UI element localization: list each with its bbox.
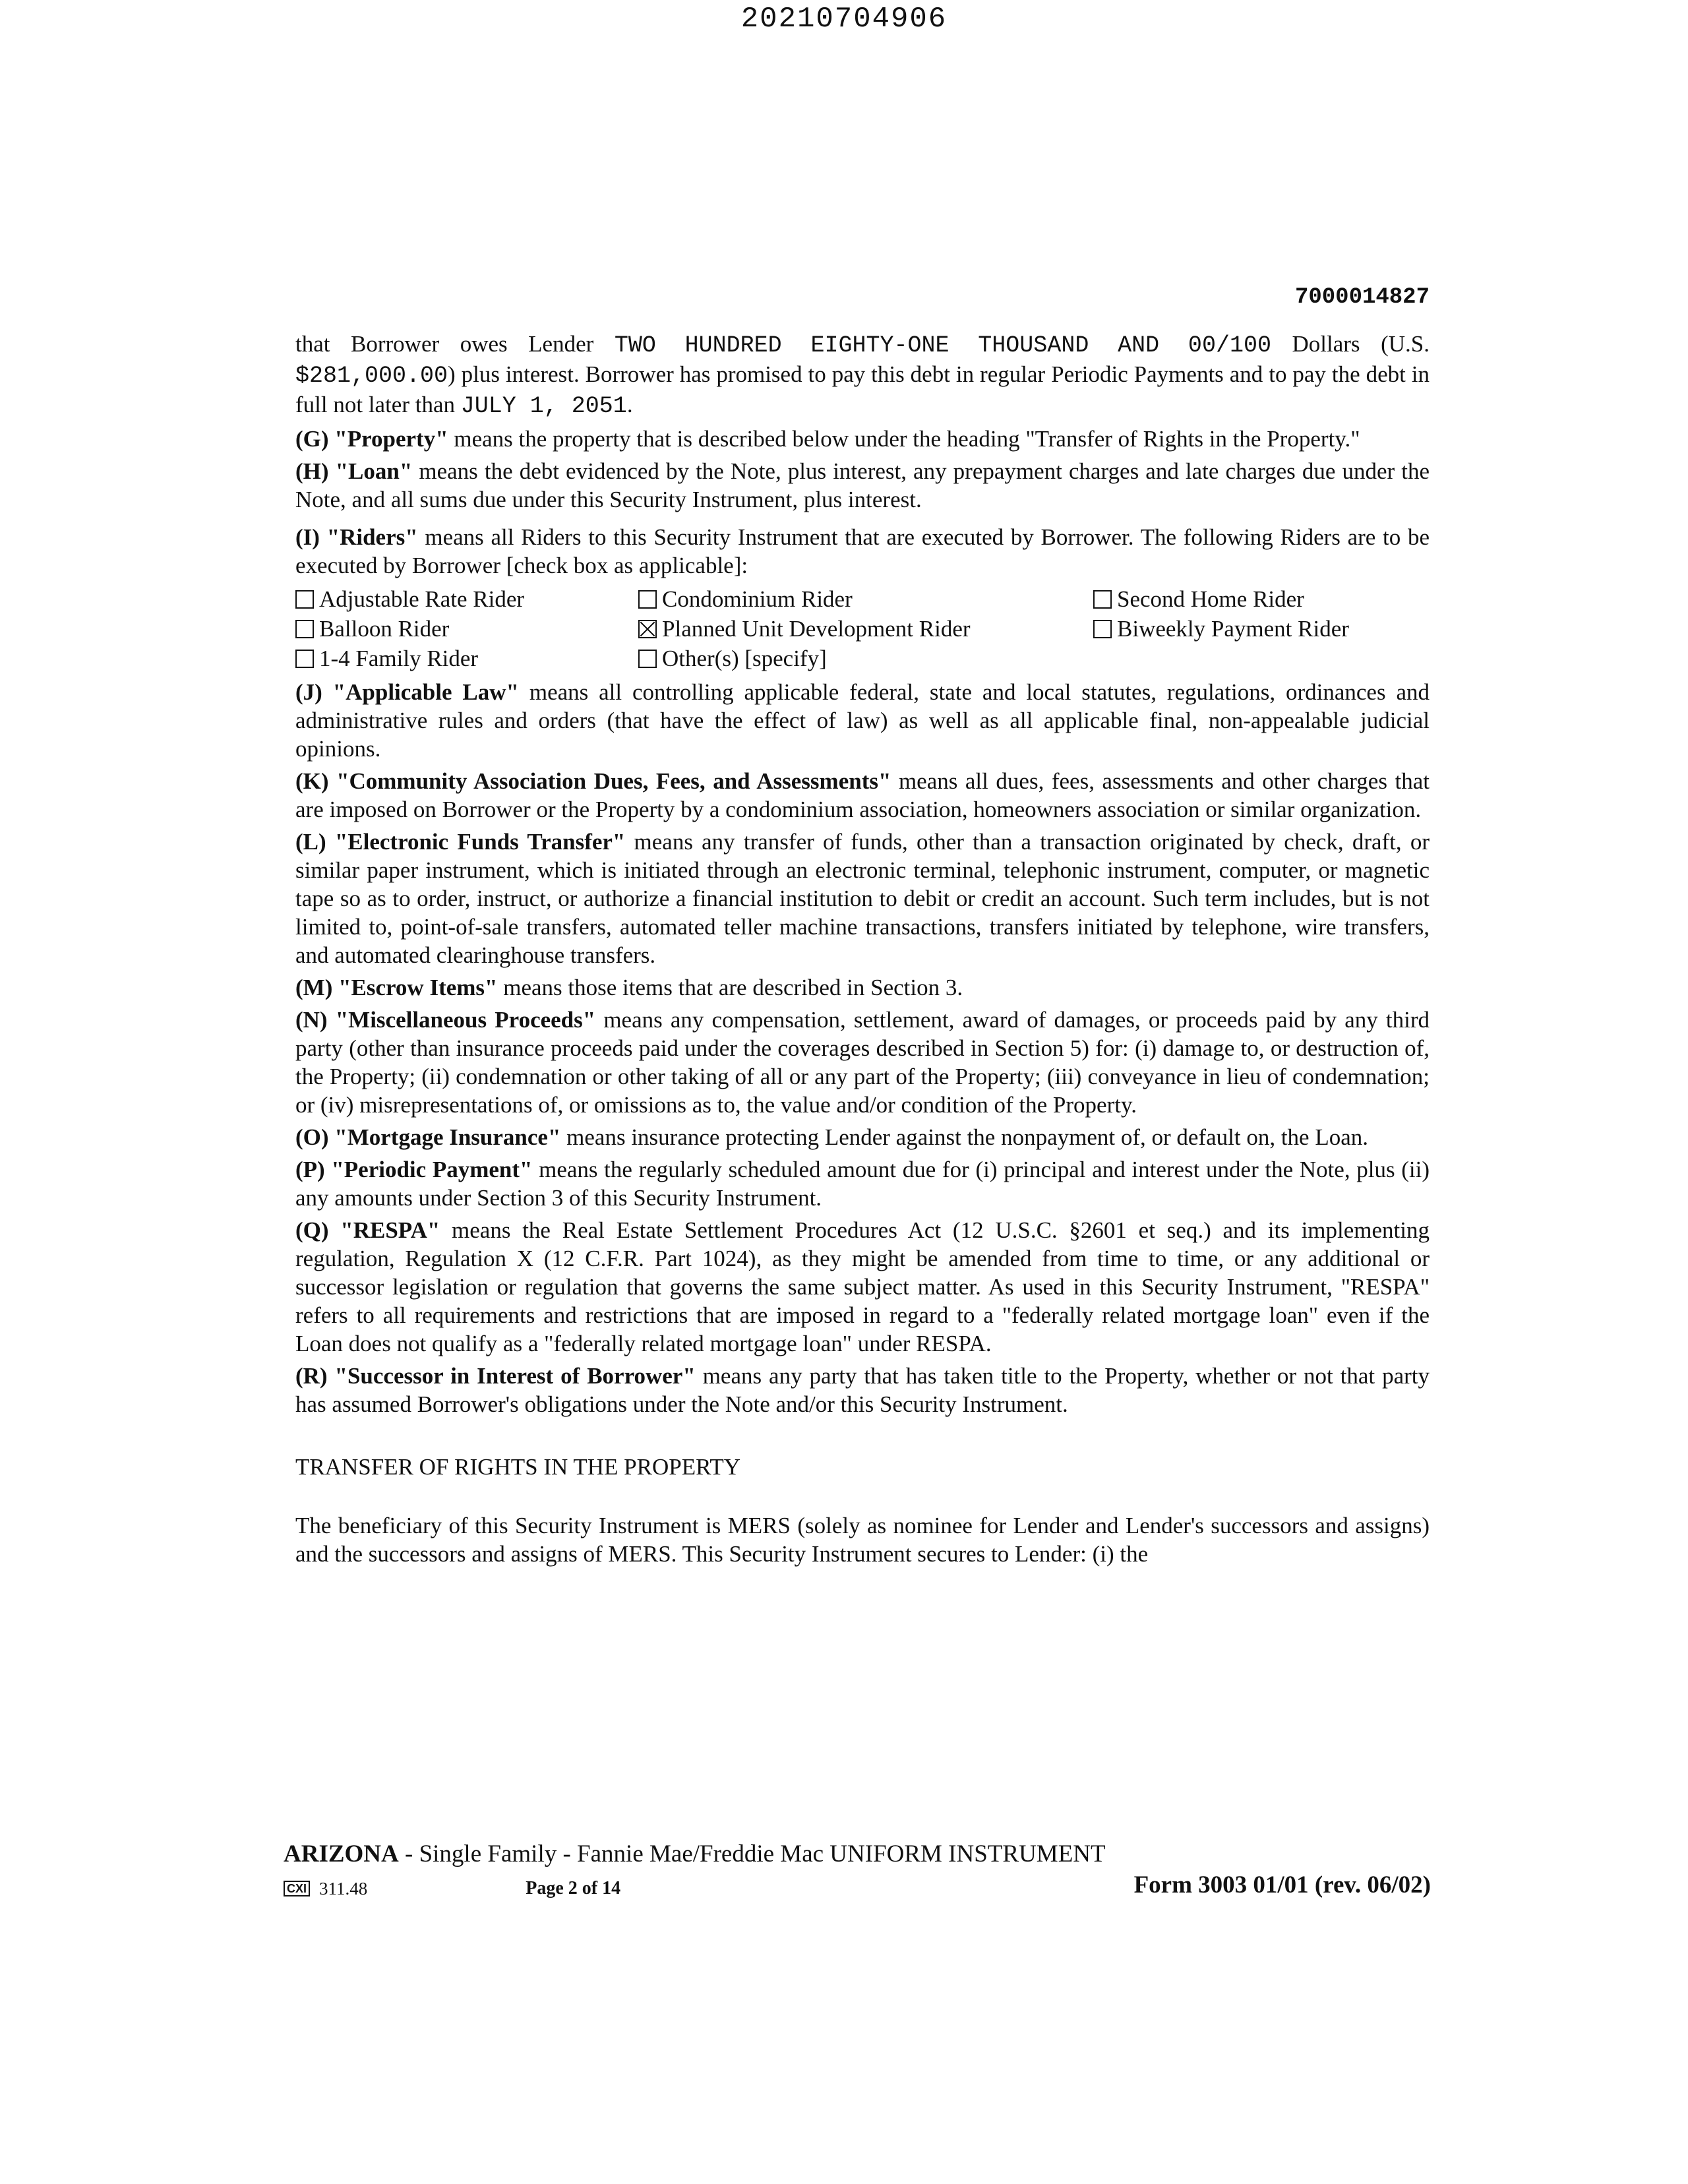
document-body [295, 330, 1430, 1572]
definition-text: means the debt evidenced by the Note, plus interest, any prepayment charges and late charges due under the Note, and all sums due under this Security Instrument, plus interest. [295, 458, 1430, 512]
definition-text: means any party that has taken title to the Property, whether or not that party has assumed Borrower's obligations under the Note and/or this Security Instrument. [295, 1363, 1430, 1417]
rider-label: Condominium Rider [662, 586, 853, 612]
definition-term: (J) "Applicable Law" [295, 679, 519, 705]
loan-amount-paragraph [295, 330, 1430, 421]
checkbox-icon[interactable] [1093, 590, 1112, 609]
maturity-date: JULY 1, 2051 [460, 393, 627, 419]
page-number: Page 2 of 14 [526, 1878, 621, 1898]
definition-r [295, 1362, 1430, 1418]
definition-term: (L) "Electronic Funds Transfer" [295, 829, 626, 855]
definition-j [295, 678, 1430, 763]
rider-label: Planned Unit Development Rider [662, 616, 971, 642]
definition-text: means any transfer of funds, other than a transaction originated by check, draft, or similar paper instrument, which is initiated through an electronic terminal, telephonic instrument, computer, or magnetic tape so as to order, instruct, or authorize a financial institution to debit or credit an account. Such term includes, but is not limited to, point-of-sale transfers, automated teller machine transactions, transfers initiated by telephone, wire transfers, and automated clearinghouse transfers. [295, 829, 1430, 968]
definition-k [295, 767, 1430, 824]
checkbox-icon[interactable] [295, 650, 314, 668]
definition-text: means those items that are described in Section 3. [497, 975, 963, 1000]
definition-i [295, 523, 1430, 580]
checkbox-icon[interactable] [295, 590, 314, 609]
definition-o [295, 1123, 1430, 1151]
intro-text-d: . [626, 392, 633, 417]
rider-second-home[interactable] [1093, 585, 1430, 613]
definition-n [295, 1006, 1430, 1119]
loan-amount: $281,000.00 [295, 363, 448, 389]
rider-planned-unit-development[interactable] [638, 615, 1093, 643]
definition-term: (I) "Riders" [295, 524, 418, 550]
definition-term: (G) "Property" [295, 426, 448, 452]
checkbox-icon[interactable] [638, 590, 657, 609]
definition-term: (M) "Escrow Items" [295, 975, 498, 1000]
checkbox-icon[interactable] [1093, 620, 1112, 638]
footer-state: ARIZONA [284, 1840, 399, 1867]
rider-adjustable-rate[interactable] [295, 585, 638, 613]
checkbox-icon[interactable] [295, 620, 314, 638]
definition-text: means the property that is described below under the heading "Transfer of Rights in the Property." [448, 426, 1360, 452]
amount-words: TWO HUNDRED EIGHTY-ONE THOUSAND AND 00/100 [614, 332, 1271, 359]
loan-number: 7000014827 [1294, 285, 1430, 310]
form-number: Form 3003 01/01 (rev. 06/02) [1133, 1871, 1431, 1898]
intro-text-c: ) plus interest. Borrower has promised to pay this debt in regular Periodic Payments and to pay the debt in full not later than [295, 361, 1430, 417]
definition-h [295, 457, 1430, 514]
definition-text: means insurance protecting Lender against the nonpayment of, or default on, the Loan. [560, 1124, 1368, 1150]
rider-label: Biweekly Payment Rider [1117, 616, 1349, 642]
transfer-heading: TRANSFER OF RIGHTS IN THE PROPERTY [295, 1454, 740, 1480]
intro-text-a: that Borrower owes Lender [295, 331, 615, 357]
rider-label: 1-4 Family Rider [319, 646, 479, 671]
rider-label: Second Home Rider [1117, 586, 1304, 612]
definition-text: means the regularly scheduled amount due for (i) principal and interest under the Note, plus (ii) any amounts under Section 3 of this Security Instrument. [295, 1157, 1430, 1211]
form-logo-icon: CXI [284, 1881, 310, 1896]
intro-text-b: Dollars (U.S. [1271, 331, 1430, 357]
form-footer [284, 1840, 1431, 1899]
definition-text: means all dues, fees, assessments and other charges that are imposed on Borrower or the Property by a condominium association, homeowners association or similar organization. [295, 768, 1430, 822]
definition-m [295, 973, 1430, 1002]
footer-title [284, 1840, 1431, 1868]
footer-row [284, 1871, 1431, 1899]
definition-term: (H) "Loan" [295, 458, 413, 484]
rider-1-4-family[interactable] [295, 644, 638, 673]
rider-balloon[interactable] [295, 615, 638, 643]
checkbox-icon[interactable] [638, 650, 657, 668]
definition-term: (N) "Miscellaneous Proceeds" [295, 1007, 596, 1033]
recording-number: 20210704906 [740, 3, 948, 36]
definition-l [295, 828, 1430, 969]
definition-p [295, 1155, 1430, 1212]
form-code-number: 311.48 [319, 1878, 368, 1898]
rider-label: Other(s) [specify] [662, 646, 827, 671]
definition-g [295, 425, 1430, 453]
definition-text: means the Real Estate Settlement Procedures Act (12 U.S.C. §2601 et seq.) and its implementing regulation, Regulation X (12 C.F.R. Part 1024), as they might be amended from time to time, or any additional or successor legislation or regulation that governs the same subject matter. As used in this Security Instrument, "RESPA" refers to all requirements and restrictions that are imposed in regard to a "federally related mortgage loan" even if the Loan does not qualify as a "federally related mortgage loan" under RESPA. [295, 1217, 1430, 1356]
definition-term: (Q) "RESPA" [295, 1217, 440, 1243]
definition-text: means all controlling applicable federal, state and local statutes, regulations, ordinances and administrative rules and orders (that have the effect of law) as well as all applicable final, non-appealable judicial opinions. [295, 679, 1430, 762]
definition-term: (K) "Community Association Dues, Fees, and Assessments" [295, 768, 891, 794]
definition-q [295, 1216, 1430, 1358]
rider-other[interactable] [638, 644, 1093, 673]
transfer-paragraph: The beneficiary of this Security Instrument is MERS (solely as nominee for Lender and Lender's successors and assigns) and the successors and assigns of MERS. This Security Instrument secures to Lender: (i) the [295, 1513, 1430, 1567]
rider-label: Balloon Rider [319, 616, 450, 642]
rider-label: Adjustable Rate Rider [319, 586, 525, 612]
checkbox-checked-icon[interactable] [638, 620, 657, 638]
definition-term: (R) "Successor in Interest of Borrower" [295, 1363, 696, 1389]
footer-title-rest: - Single Family - Fannie Mae/Freddie Mac UNIFORM INSTRUMENT [398, 1840, 1106, 1867]
rider-condominium[interactable] [638, 585, 1093, 613]
riders-checkbox-grid [295, 585, 1430, 673]
form-code [284, 1878, 620, 1899]
definition-term: (P) "Periodic Payment" [295, 1157, 533, 1182]
definition-text: means all Riders to this Security Instrument that are executed by Borrower. The following Riders are to be executed by Borrower [check box as applicable]: [295, 524, 1430, 578]
definition-text: means any compensation, settlement, award of damages, or proceeds paid by any third party (other than insurance proceeds paid under the coverages described in Section 5) for: (i) damage to, or destruction of, the Property; (ii) condemnation or other taking of all or any part of the Property; (iii) conveyance in lieu of condemnation; or (iv) misrepresentations of, or omissions as to, the value and/or condition of the Property. [295, 1007, 1430, 1118]
rider-biweekly-payment[interactable] [1093, 615, 1430, 643]
definition-term: (O) "Mortgage Insurance" [295, 1124, 561, 1150]
